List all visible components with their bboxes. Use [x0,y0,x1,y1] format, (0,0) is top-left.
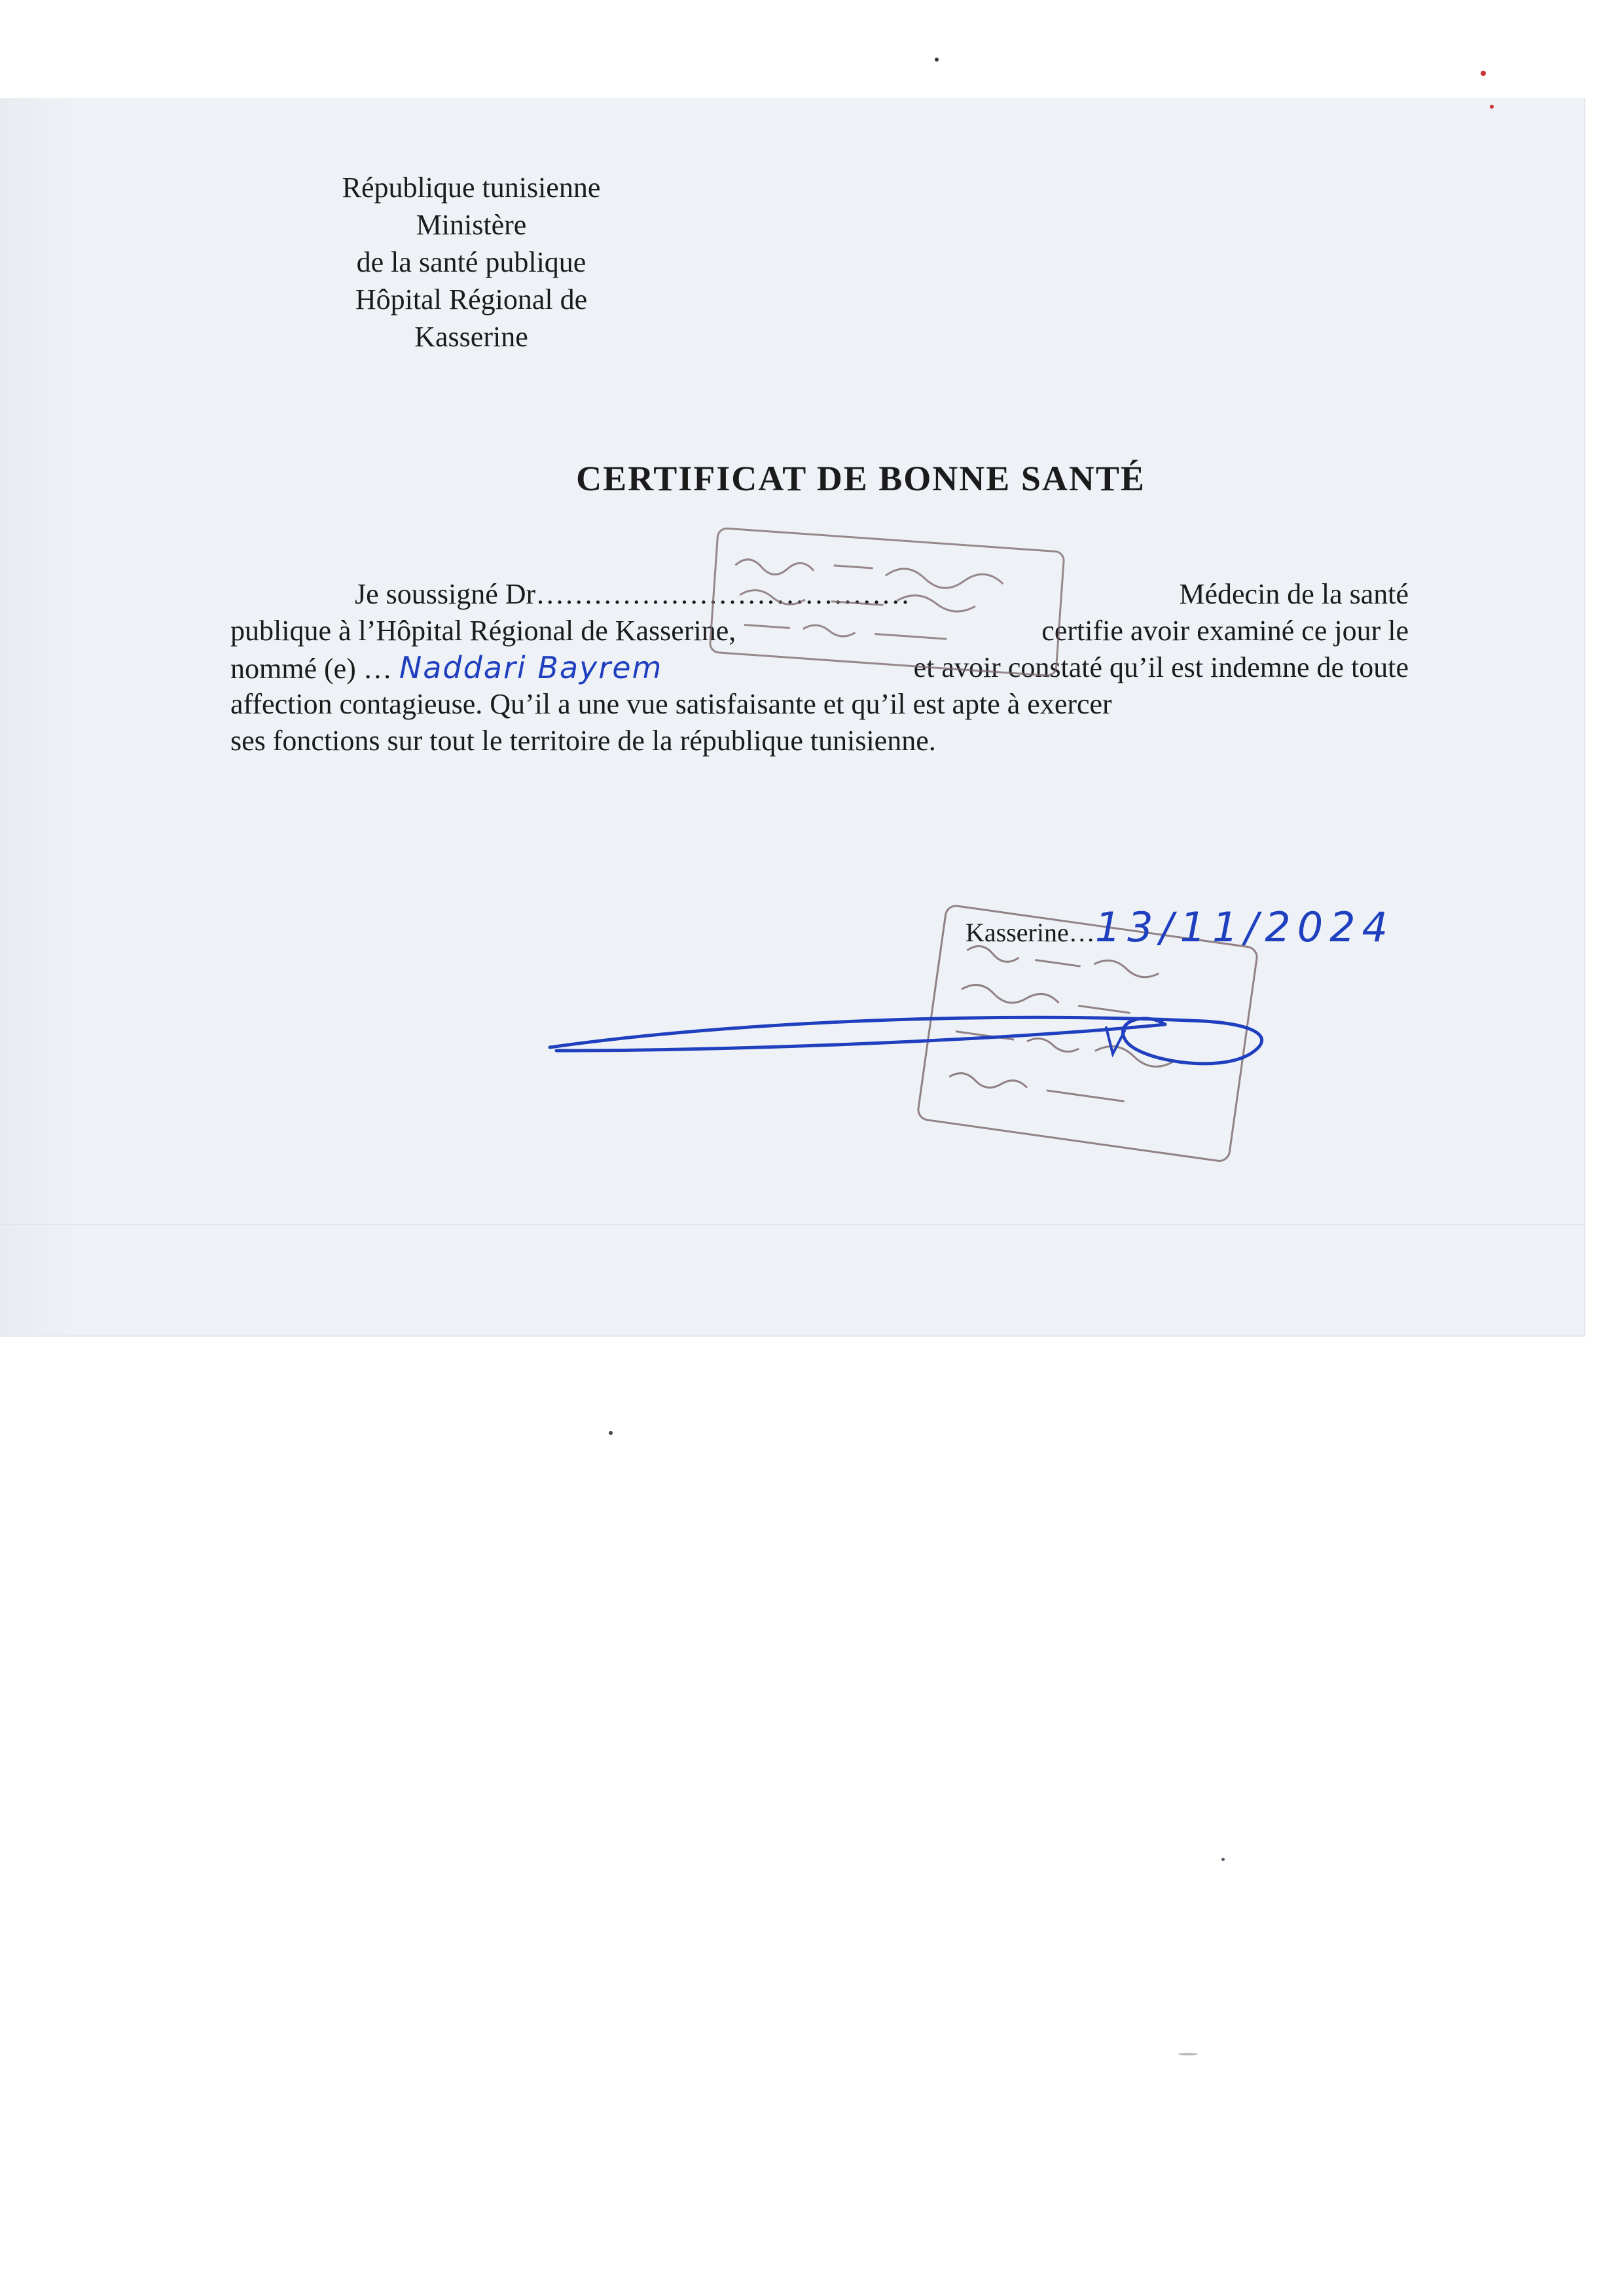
doctor-role: Médecin de la santé [1179,578,1409,610]
dotted-leader: … [363,653,392,685]
doctor-declaration: Je soussigné Dr………………………………… [355,578,911,610]
body-line-5 [230,723,1409,759]
patient-label: nommé (e) [230,653,356,685]
scan-speck [1178,2053,1198,2055]
scan-speck [935,58,939,62]
body-line-3 [230,649,1409,686]
header-hospital: Hôpital Régional de [355,283,588,316]
territory-statement: ses fonctions sur tout le territoire de la république tunisienne. [230,725,936,757]
header-country: République tunisienne [342,172,601,204]
header-ministry: Ministère [416,209,527,241]
place-label: Kasserine [965,918,1069,947]
patient-name-line [230,649,662,686]
body-line-2 [230,613,1409,649]
health-statement: et avoir constaté qu’il est indemne de toute [913,651,1409,683]
scan-speck [1221,1858,1225,1861]
body-line-1 [230,576,1409,613]
sheet-shadow [0,98,79,1335]
fitness-statement: affection contagieuse. Qu’il a une vue satisfaisante et qu’il est apte à exercer [230,688,1112,720]
hospital-reference: publique à l’Hôpital Régional de Kasserine, [230,615,736,647]
certification-statement: certifie avoir examiné ce jour le [1041,615,1409,647]
paper-fold [0,1224,1584,1225]
document-title: CERTIFICAT DE BONNE SANTÉ [576,459,1146,498]
scan-speck [609,1431,613,1435]
header-ministry-name: de la santé publique [356,246,586,278]
certificate-body [230,576,1409,759]
place-and-date [965,903,1394,951]
dotted-leader: … [1068,918,1095,947]
patient-name-handwritten: Naddari Bayrem [399,650,663,685]
body-line-4 [230,686,1409,723]
institution-header [288,169,655,355]
header-city: Kasserine [414,321,528,353]
scan-speck [1490,105,1494,109]
scan-speck [1481,71,1486,76]
issue-date-handwritten: 13/11/2024 [1094,903,1395,951]
